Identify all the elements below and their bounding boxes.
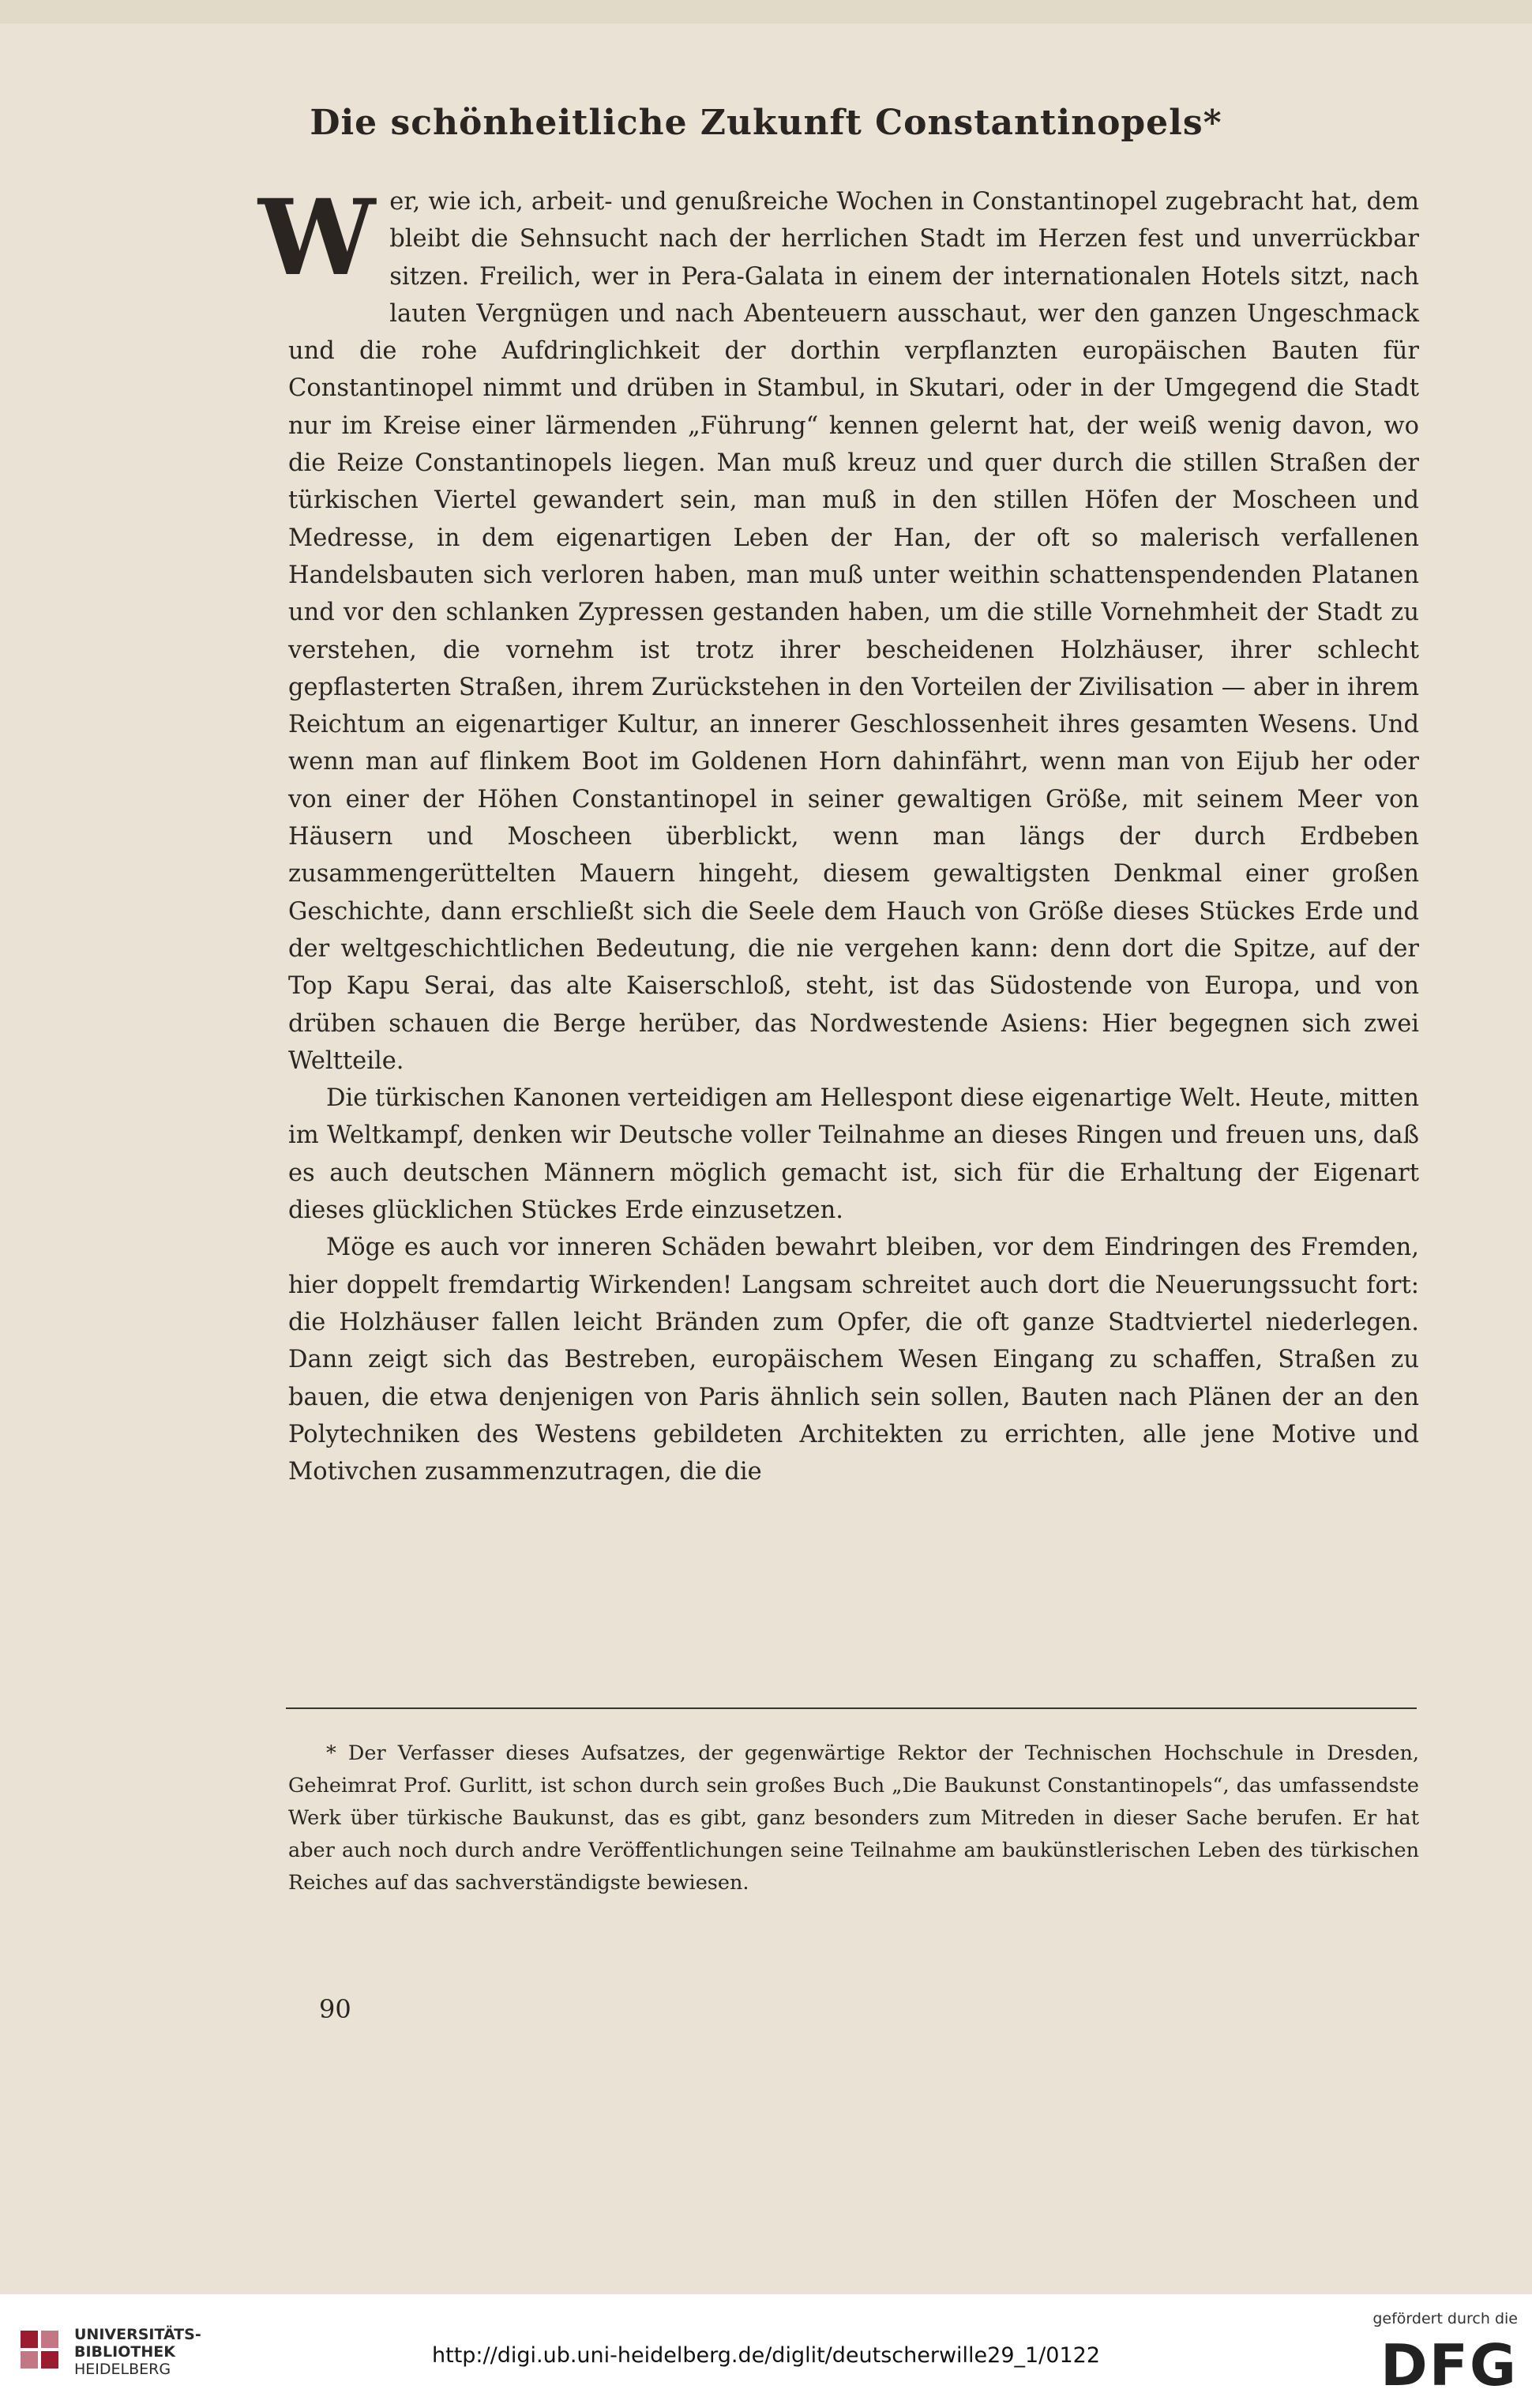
library-name-line-1: UNIVERSITÄTS- — [74, 2326, 201, 2343]
funding-caption: gefördert durch die — [1372, 2310, 1518, 2327]
paragraph-3: Möge es auch vor inneren Schäden bewahrt bleiben, vor dem Eindringen des Fremden, hier doppelt fremdartig Wirkenden! Langsam schreitet auch dort die Neuerungssucht fort: die Holzhäuser fallen leicht Bränden zum Opfer, die oft ganze Stadtviertel niederlegen. Dann zeigt sich das Bestreben, europäischem Wesen Eingang zu schaffen, Straßen zu bauen, die etwa denjenigen von Paris ähnlich sein sollen, Bauten nach Plänen der an den Polytechniken des Westens gebildeten Architekten zu errichten, alle jene Motive und Motivchen zusammenzutragen, die die — [288, 1234, 1419, 1486]
footnote: * Der Verfasser dieses Aufsatzes, der gegenwärtige Rektor der Technischen Hochschule in Dresden, Geheimrat Prof. Gurlitt, ist schon durch sein großes Buch „Die Baukunst Constantinopels“, das umfassendste Werk über türkische Baukunst, das es gibt, ganz besonders zum Mitreden in dieser Sache berufen. Er hat aber auch noch durch andre Veröffentlichungen seine Teilnahme am baukünstlerischen Leben des türkischen Reiches auf das sachverständigste bewiesen. — [288, 1741, 1419, 1895]
library-name-line-3: HEIDELBERG — [74, 2361, 171, 2378]
drop-cap: W — [258, 177, 376, 299]
permalink-url[interactable]: http://digi.ub.uni-heidelberg.de/diglit/deutscherwille29_1/0122 — [432, 2343, 1100, 2368]
page-number: 90 — [319, 1994, 351, 2024]
dfg-logo: DFG — [1380, 2332, 1518, 2399]
footnote-rule — [286, 1707, 1417, 1709]
scan-edge — [0, 0, 1532, 24]
library-name-line-2: BIBLIOTHEK — [74, 2343, 175, 2361]
article-body — [258, 177, 1419, 1490]
paragraph-2: Die türkischen Kanonen verteidigen am Hellespont diese eigenartige Welt. Heute, mitten im Weltkampf, denken wir Deutsche voller Teilnahme an dieses Ringen und freuen uns, daß es auch deutschen Männern möglich gemacht ist, sich für die Erhaltung der Eigenart dieses glücklichen Stückes Erde einzusetzen. — [288, 1084, 1419, 1225]
article-title: Die schönheitliche Zukunft Constantinopels* — [310, 103, 1222, 143]
paragraph-1-text: er, wie ich, arbeit- und genußreiche Wochen in Constantinopel zugebracht hat, dem bleibt die Sehnsucht nach der herrlichen Stadt im Herzen fest und unverrückbar sitzen. Freilich, wer in Pera-Galata in einem der internationalen Hotels sitzt, nach lauten Vergnügen und nach Abenteuern ausschaut, wer den ganzen Ungeschmack und die rohe Aufdringlichkeit der dorthin verpflanzten europäischen Bauten für Constantinopel nimmt und drüben in Stambul, in Skutari, oder in der Umgegend die Stadt nur im Kreise einer lärmenden „Führung“ kennen gelernt hat, der weiß wenig davon, wo die Reize Constantinopels liegen. Man muß kreuz und quer durch die stillen Straßen der türkischen Viertel gewandert sein, man muß in den stillen Höfen der Moscheen und Medresse, in dem eigenartigen Leben der Han, der oft so malerisch verfallenen Handelsbauten sich verloren haben, man muß unter weithin schattenspendenden Platanen und vor den schlanken Zypressen gestanden haben, um die stille Vornehmheit der Stadt zu verstehen, die vornehm ist trotz ihrer bescheidenen Holzhäuser, ihrer schlecht gepflasterten Straßen, ihrem Zurückstehen in den Vorteilen der Zivilisation — aber in ihrem Reichtum an eigenartiger Kultur, an innerer Geschlossenheit ihres gesamten Wesens. Und wenn man auf flinkem Boot im Goldenen Horn dahinfährt, wenn man von Eijub her oder von einer der Höhen Constantinopel in seiner gewaltigen Größe, mit seinem Meer von Häusern und Moscheen überblickt, wenn man längs der durch Erdbeben zusammengerüttelten Mauern hingeht, diesem gewaltigsten Denkmal einer großen Geschichte, dann erschließt sich die Seele dem Hauch von Größe dieses Stückes Erde und der weltgeschichtlichen Bedeutung, die nie vergehen kann: denn dort die Spitze, auf der Top Kapu Serai, das alte Kaiserschloß, steht, ist das Südostende von Europa, und von drüben schauen die Berge herüber, das Nordwestende Asiens: Hier begegnen sich zwei Weltteile. — [288, 188, 1419, 1075]
paragraph-1 — [258, 177, 1419, 1080]
viewer-footer — [0, 2294, 1532, 2408]
